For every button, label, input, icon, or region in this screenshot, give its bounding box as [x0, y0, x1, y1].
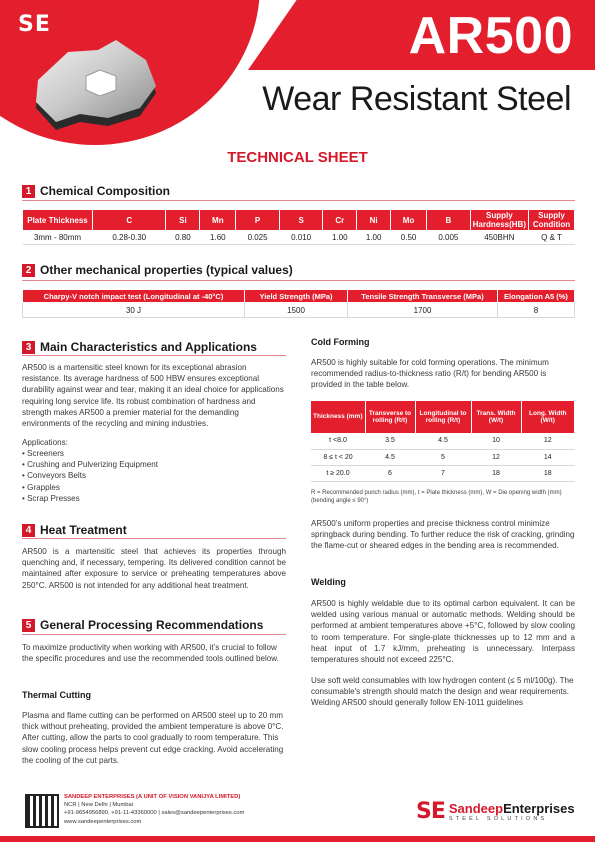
section-heat-treatment: [22, 523, 127, 537]
col-header: Elongation A5 (%): [498, 290, 575, 303]
table-row: [311, 449, 575, 465]
brand-name-part2: Enterprises: [503, 800, 575, 816]
steel-part-image: [28, 38, 178, 138]
mechanical-properties-table: [22, 289, 575, 318]
col-header: Mn: [200, 210, 236, 231]
welding-text-2: Use soft weld consumables with low hydrogen content (≤ 5 ml/100g). The consumable's strength should match the design and wear requirements. Welding AR500 should generally follow EN-1011 guidelines: [311, 676, 574, 708]
section-number: 4: [22, 524, 35, 537]
section-mechanical-properties: [22, 263, 293, 277]
processing-text: To maximize productivity when working with AR500, it’s crucial to follow the specific procedures and use the recommended tools outlined below.: [22, 643, 279, 664]
list-item: • Conveyors Belts: [22, 471, 87, 481]
thermal-cutting-title: Thermal Cutting: [22, 690, 91, 700]
list-item: • Grapples: [22, 482, 60, 492]
section-title: Main Characteristics and Applications: [40, 340, 257, 354]
col-header: P: [236, 210, 280, 231]
table-row: [23, 231, 575, 245]
welding-title: Welding: [311, 577, 346, 587]
table-cell: 5: [415, 449, 471, 465]
table-cell: 18: [521, 465, 575, 481]
col-header: Si: [166, 210, 200, 231]
header-logo-mark: SE: [18, 12, 51, 37]
table-cell: 4.5: [415, 433, 471, 449]
col-header: Supply Hardness(HB): [470, 210, 528, 231]
sheet-title: TECHNICAL SHEET: [227, 149, 368, 166]
footer-website[interactable]: www.sandeepenterprises.com: [64, 818, 142, 825]
section-number: 2: [22, 264, 35, 277]
welding-text-1: AR500 is highly weldable due to its optimal carbon equivalent. It can be welded using various manual or automatic methods. Welding should be performed at ambient temperatures above +5°C, followed by slow cooling to room temperature. For single-plate thicknesses up to 12 mm and a heat input of 1.7 kJ/mm, preheating is unnecessary. Interpass temperatures should not exceed 225°C.: [311, 599, 575, 665]
main-characteristics-text: AR500 is a martensitic steel known for its exceptional abrasion resistance. Its average hardness of 500 HBW ensures exceptional durability against wear and tear, making it an ideal choice for applications requiring long service life. Its robust combination of hardness and strength makes AR500 a premier material for the demanding environments of the recycling and mining industries.: [22, 363, 284, 429]
table-cell: 0.50: [391, 231, 427, 245]
table-cell: 8: [498, 303, 575, 318]
applications-list: [22, 448, 286, 504]
chemical-composition-table: [22, 209, 575, 245]
footer-phone-email[interactable]: +91-9654956890, +91-11-43360000 | sales@sandeepenterprises.com: [64, 810, 245, 817]
thermal-cutting-text: Plasma and flame cutting can be performed on AR500 steel up to 20 mm thick without preheating, provided the ambient temperature is above 0°C. After cutting, allow the parts to cool gradually to room temperature. This slow cooling process helps prevent cut edge cracking. Avoid accelerating the cooling of the cut parts.: [22, 711, 284, 765]
col-header: Tensile Strength Transverse (MPa): [348, 290, 498, 303]
footer-contact: [64, 793, 294, 826]
list-item: • Screeners: [22, 449, 64, 458]
section-number: 3: [22, 341, 35, 354]
table-cell: 8 ≤ t < 20: [311, 449, 365, 465]
table-cell: 0.010: [279, 231, 323, 245]
table-cell: 1700: [348, 303, 498, 318]
cold-forming-title: Cold Forming: [311, 337, 370, 347]
footer-locations: NCR | New Delhi | Mumbai: [64, 802, 134, 809]
page-title: AR500: [408, 7, 573, 65]
cold-forming-text-2: AR500’s uniform properties and precise thickness control minimize springback during bending. To further reduce the risk of cracking, grinding the flame-cut or sheared edges in the bending area is recommended.: [311, 519, 575, 551]
footer-red-bar: [0, 836, 595, 842]
col-header: Longitudinal to rolling (R/t): [415, 401, 471, 433]
section-number: 1: [22, 185, 35, 198]
divider: [22, 355, 286, 356]
table-header-row: [23, 290, 575, 303]
table-cell: 0.80: [166, 231, 200, 245]
applications-label: Applications:: [22, 438, 68, 447]
col-header: Ni: [357, 210, 391, 231]
list-item: • Scrap Presses: [22, 493, 80, 503]
footer-brand-logo: [416, 799, 575, 824]
col-header: Transverse to rolling (R/t): [365, 401, 415, 433]
table-row: [23, 303, 575, 318]
section-title: Heat Treatment: [40, 523, 127, 537]
divider: [22, 200, 575, 201]
table-row: [311, 465, 575, 481]
col-header: B: [427, 210, 471, 231]
col-header: Yield Strength (MPa): [245, 290, 348, 303]
table-cell: 12: [521, 433, 575, 449]
table-cell: 10: [471, 433, 521, 449]
section-title: Other mechanical properties (typical values): [40, 263, 293, 277]
divider: [22, 634, 286, 635]
col-header: S: [279, 210, 323, 231]
col-header: Supply Condition: [529, 210, 575, 231]
table-row: [311, 433, 575, 449]
table-cell: 12: [471, 449, 521, 465]
section-number: 5: [22, 619, 35, 632]
table-cell: t <8.0: [311, 433, 365, 449]
heat-treatment-text: AR500 is a martensitic steel that achieves its properties through quenching and, if necessary, tempering. Its delivered condition cannot be maintained after exposure to service or preheating temperatures above 250°C. AR500 is not intended for any additional heat treatment.: [22, 547, 286, 590]
table-cell: 450BHN: [470, 231, 528, 245]
table-cell: 0.005: [427, 231, 471, 245]
col-header: Thickness (mm): [311, 401, 365, 433]
list-item: • Crushing and Pulverizing Equipment: [22, 460, 159, 470]
col-header: Long. Width (W/t): [521, 401, 575, 433]
brand-tagline: STEEL SOLUTIONS: [448, 815, 548, 822]
section-chemical-composition: [22, 184, 170, 198]
table-cell: 30 J: [23, 303, 245, 318]
table-cell: 18: [471, 465, 521, 481]
brand-logo-mark: SE: [416, 799, 445, 824]
page-subtitle: Wear Resistant Steel: [262, 80, 571, 118]
table-cell: 7: [415, 465, 471, 481]
section-title: General Processing Recommendations: [40, 618, 264, 632]
table-cell: 6: [365, 465, 415, 481]
table-cell: 14: [521, 449, 575, 465]
section-processing-recommendations: [22, 618, 263, 632]
col-header: Mo: [391, 210, 427, 231]
table-header-row: [23, 210, 575, 231]
section-title: Chemical Composition: [40, 184, 171, 198]
divider: [22, 280, 575, 281]
cold-forming-text: AR500 is highly suitable for cold forming operations. The minimum recommended radius-to-thickness ratio (R/t) for bending AR500 is provided in the table below.: [311, 358, 549, 390]
table-cell: 0.025: [236, 231, 280, 245]
qr-code: [25, 794, 59, 828]
col-header: C: [93, 210, 166, 231]
table-cell: 1.60: [200, 231, 236, 245]
footer-company: SANDEEP ENTERPRISES (A UNIT OF VISION VANIJYA LIMITED): [64, 794, 241, 800]
col-header: Cr: [323, 210, 357, 231]
brand-name-part1: Sandeep: [448, 800, 504, 816]
table-cell: 3.5: [365, 433, 415, 449]
table-cell: 3mm - 80mm: [23, 231, 93, 245]
col-header: Charpy-V notch impact test (Longitudinal at -40°C): [23, 290, 245, 303]
table-cell: 1.00: [357, 231, 391, 245]
table-cell: 1500: [245, 303, 348, 318]
section-main-characteristics: [22, 340, 257, 354]
table-cell: 1.00: [323, 231, 357, 245]
divider: [22, 538, 286, 539]
table-cell: Q & T: [529, 231, 575, 245]
table-cell: t ≥ 20.0: [311, 465, 365, 481]
table-cell: 0.28-0.30: [93, 231, 166, 245]
cold-forming-table: [311, 401, 575, 482]
table-cell: 4.5: [365, 449, 415, 465]
cold-forming-note: R = Recommended punch radius (mm), t = Plate thickness (mm), W = Die opening width (mm) (bending angle ≤ 90°): [311, 490, 562, 504]
col-header: Trans. Width (W/t): [471, 401, 521, 433]
table-header-row: [311, 401, 575, 433]
col-header: Plate Thickness: [23, 210, 93, 231]
